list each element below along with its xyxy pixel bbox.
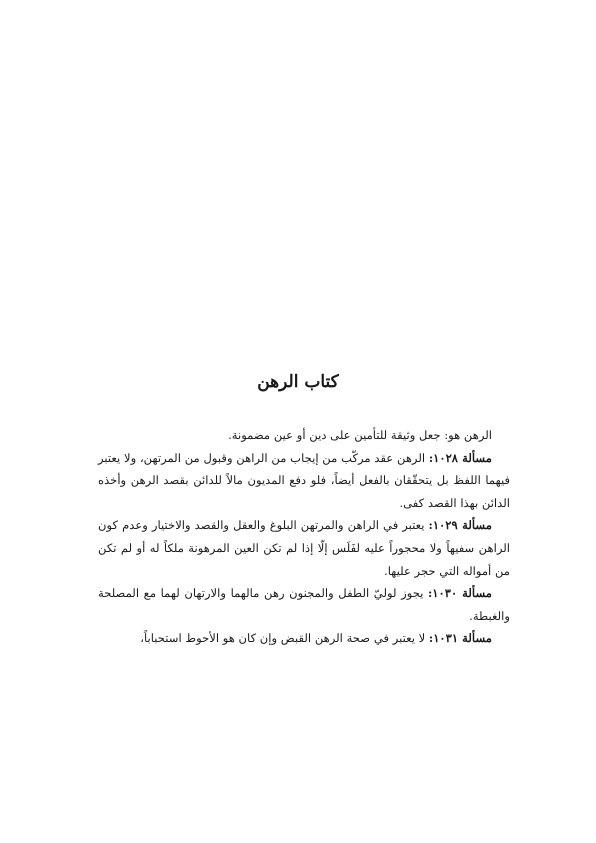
issue-paragraph — [98, 514, 510, 582]
issue-text: لا يعتبر في صحة الرهن القبض وإن كان هو الأحوط استحباباً، — [140, 631, 429, 646]
issue-text: الرهن عقد مركّب من إيجاب من الراهن وقبول من المرتهن، ولا يعتبر فيهما اللفظ بل يتحقّقان بالفعل أيضاً، فلو دفع المديون مالاً للدائن بقصد الرهن وأخذه الدائن بهذا القصد كفى. — [98, 450, 510, 510]
issue-text: يعتبر في الراهن والمرتهن البلوغ والعقل والقصد والاختيار وعدم كون الراهن سفيهاً ولا محجوراً عليه لفَلَس إلّا إذا لم تكن العين المرهونة ملكاً له أو لم تكن من أمواله التي حجر عليها. — [98, 518, 510, 578]
issue-paragraph — [98, 582, 510, 627]
issue-label: مسألة ١٠٢٨: — [428, 450, 492, 465]
issue-label: مسألة ١٠٣٠: — [428, 586, 492, 601]
issue-paragraph — [98, 627, 510, 650]
definition-paragraph: الرهن هو: جعل وثيقة للتأمين على دين أو عين مضمونة. — [228, 428, 492, 442]
body-text — [98, 424, 510, 650]
issue-paragraph — [98, 447, 510, 515]
issue-label: مسألة ١٠٢٩: — [428, 518, 492, 533]
issue-label: مسألة ١٠٣١: — [428, 631, 492, 646]
issue-text: يجوز لوليّ الطفل والمجنون رهن مالهما والارتهان لهما مع المصلحة والغبطة. — [98, 586, 510, 623]
page-title: كتاب الرهن — [257, 372, 339, 392]
